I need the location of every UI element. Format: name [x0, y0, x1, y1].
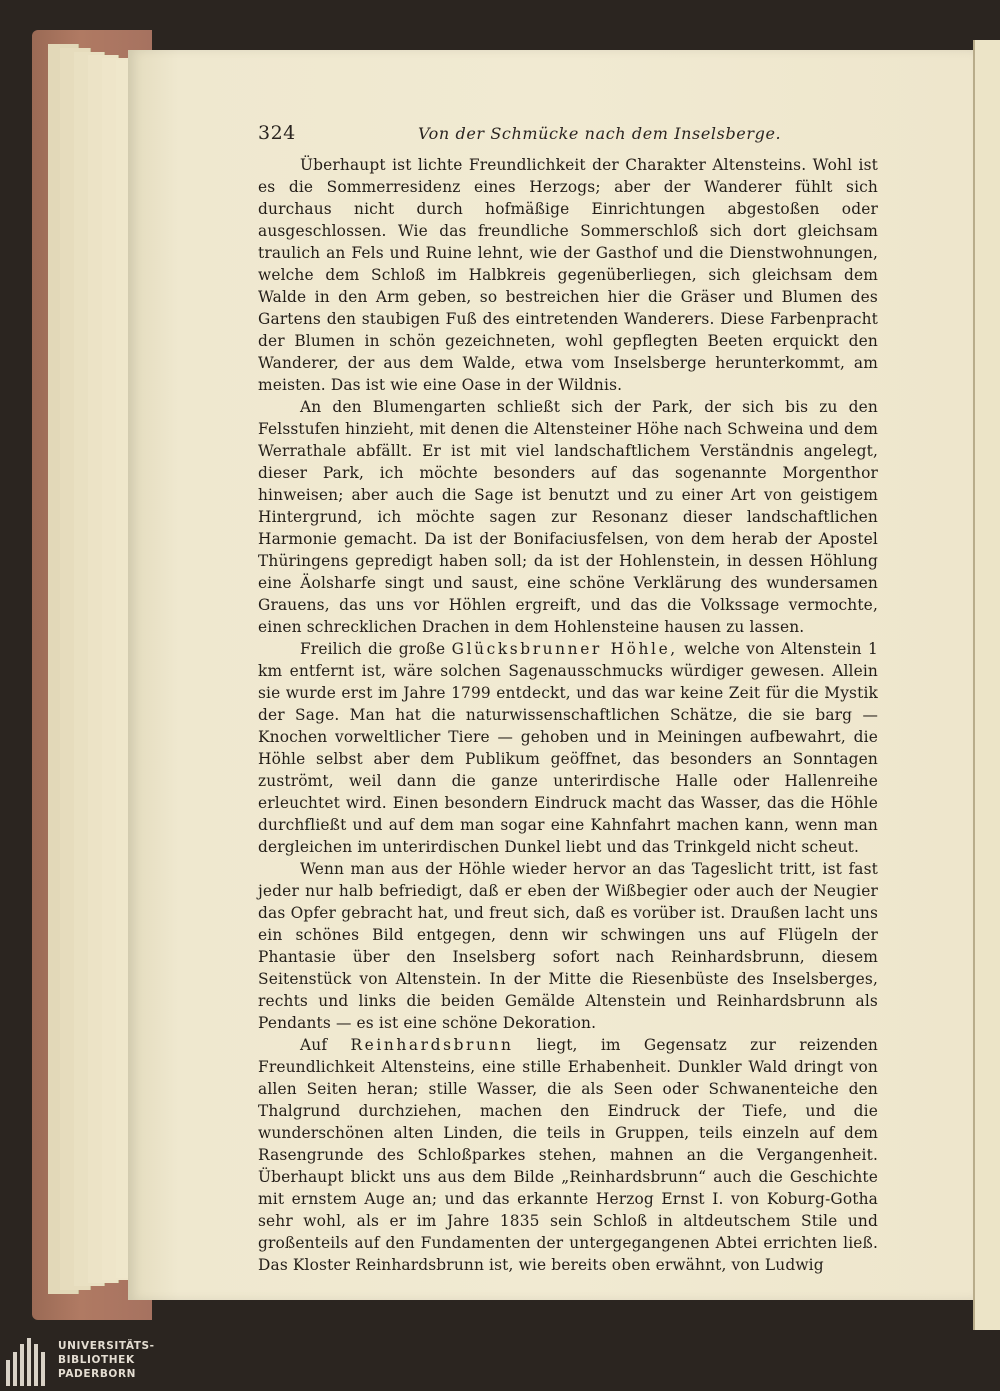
paragraph-body: liegt, im Gegensatz zur reizenden Freundlichkeit Altensteins, eine stille Erhabenheit. Dunkler Wald dringt von allen Seiten heran; stille Wasser, die als Seen oder Schwanenteiche den Thalgrund durchziehen, machen den Eindruck der Tiefe, und die wunderschönen alten Linden, die teils in Gruppen, teils einzeln auf dem Rasengrunde des Schloßparkes stehen, mahnen an die Vergangenheit. Überhaupt blickt uns aus dem Bilde „Reinhardsbrunn“ auch die Geschichte mit ernstem Auge an; und das erkannte Herzog Ernst I. von Koburg-Gotha sehr wohl, als er im Jahre 1835 sein Schloß in altdeutschem Stile und großenteils auf den Fundamenten der untergegangenen Abtei errichten ließ. Das Kloster Reinhardsbrunn ist, wie bereits oben erwähnt, von Ludwig: [258, 1036, 878, 1274]
paragraph: Wenn man aus der Höhle wieder hervor an das Tageslicht tritt, ist fast jeder nur halb befriedigt, daß er eben der Wißbegier oder auch der Neugier das Opfer gebracht hat, und freut sich, daß es vorüber ist. Draußen lacht uns ein schönes Bild entgegen, denn wir schwingen uns auf Flügeln der Phantasie über den Inselsberg sofort nach Reinhardsbrunn, diesem Seitenstück von Altenstein. In der Mitte die Riesenbüste des Inselsberges, rechts und links die beiden Gemälde Altenstein und Reinhardsbrunn als Pendants — es ist eine schöne Dekoration.: [258, 860, 878, 1032]
body-text: [258, 154, 878, 1276]
spaced-word: Freilich: [300, 640, 362, 658]
spaced-word: Auf: [300, 1036, 328, 1054]
facing-page-edge: [973, 40, 1000, 1330]
library-logo-icon: [6, 1338, 48, 1386]
page-header: [258, 122, 878, 148]
paragraph: Überhaupt ist lichte Freundlichkeit der Charakter Altensteins. Wohl ist es die Sommerresidenz eines Herzogs; aber der Wanderer fühlt sich durchaus nicht durch hofmäßige Einrichtungen abgestoßen oder ausgeschlossen. Wie das freundliche Sommerschloß sich dort gleichsam traulich an Fels und Ruine lehnt, wie der Gasthof und die Dienstwohnungen, welche dem Schloß im Halbkreis gegenüberliegen, sich gleichsam dem Walde in den Arm geben, so bestreichen hier die Gräser und Blumen des Gartens den staubigen Fuß des eintretenden Wanderers. Diese Farbenpracht der Blumen in schön gezeichneten, wohl gepflegten Beeten erquickt den Wanderer, der aus dem Walde, etwa vom Inselsberge herunterkommt, am meisten. Das ist wie eine Oase in der Wildnis.: [258, 156, 878, 394]
paragraph: [258, 638, 878, 858]
paragraph: An den Blumengarten schließt sich der Park, der sich bis zu den Felsstufen hinzieht, mit denen die Altensteiner Höhe nach Schweina und dem Werrathale abfällt. Er ist mit viel landschaftlichem Verständnis angelegt, dieser Park, ich möchte besonders auf das sogenannte Morgenthor hinweisen; aber auch die Sage ist benutzt und zu einer Art von geistigem Hintergrund, ich möchte sagen zur Resonanz dieser landschaftlichen Harmonie gemacht. Da ist der Bonifaciusfelsen, von dem herab der Apostel Thüringens gepredigt haben soll; da ist der Hohlenstein, in dessen Höhlung eine Äolsharfe singt und saust, eine schöne Verklärung des wundersamen Grauens, das uns vor Höhlen ergreift, und das die Volkssage vermochte, einen schrecklichen Drachen in dem Hohlensteine hausen zu lassen.: [258, 398, 878, 636]
paragraph-body: die große: [368, 640, 452, 658]
paragraph-body: welche von Altenstein 1 km entfernt ist, wäre solchen Sagenausschmucks würdiger gewesen. Allein sie wurde erst im Jahre 1799 entdeckt, und das war keine Zeit für die Mystik der Sage. Man hat die naturwissenschaftlichen Schätze, die sie barg — Knochen vorweltlicher Tiere — gehoben und in Meiningen aufbewahrt, die Höhle selbst aber dem Publikum geöffnet, das besonders an Sonntagen zuströmt, weil dann die ganze unterirdische Halle oder Hallenreihe erleuchtet wird. Einen besondern Eindruck macht das Wasser, das die Höhle durchfließt und auf dem man sogar eine Kahnfahrt machen kann, wenn man dergleichen im unterirdischen Dunkel liebt und das Trinkgeld nicht scheut.: [258, 640, 878, 856]
spaced-name: Glücksbrunner Höhle,: [451, 640, 678, 658]
library-stamp: [0, 1334, 200, 1391]
page-number: 324: [258, 122, 296, 144]
library-name: UNIVERSITÄTS- BIBLIOTHEK PADERBORN: [58, 1340, 155, 1380]
paragraph: [258, 1034, 878, 1276]
spaced-name: Reinhardsbrunn: [350, 1036, 514, 1054]
running-head: Von der Schmücke nach dem Inselsberge.: [418, 124, 782, 143]
